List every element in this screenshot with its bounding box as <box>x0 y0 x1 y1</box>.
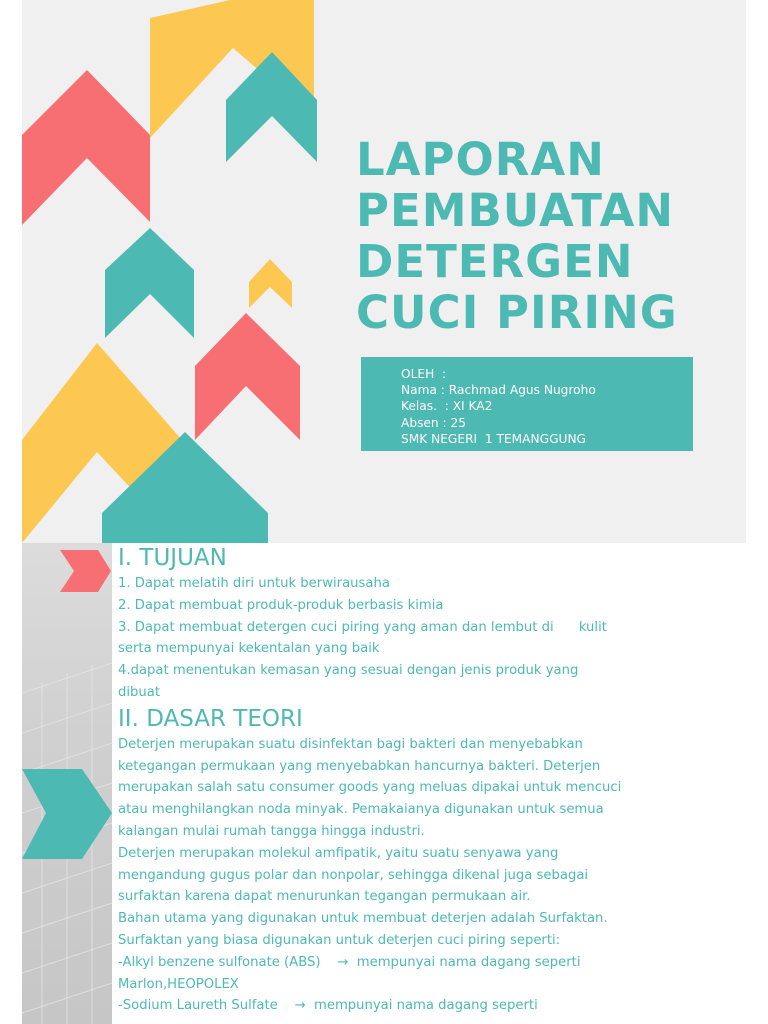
teal-chevron-middle <box>105 228 194 338</box>
author-class: Kelas. : XI KA2 <box>401 399 493 414</box>
cover-section <box>22 0 746 543</box>
author-line: OLEH : <box>401 367 447 381</box>
teori-line: Surfaktan yang biasa digunakan untuk deterjen cuci piring seperti: <box>118 932 561 948</box>
author-name: Nama : Rachmad Agus Nugroho <box>401 383 596 398</box>
tujuan-line: 3. Dapat membuat detergen cuci piring yang aman dan lembut di kulit <box>118 619 607 635</box>
coral-arrow-icon <box>60 550 111 592</box>
teori-line: Deterjen merupakan molekul amfipatik, yaitu suatu senyawa yang <box>118 845 559 861</box>
tujuan-line: 2. Dapat membuat produk-produk berbasis kimia <box>118 597 444 613</box>
teori-line: Bahan utama yang digunakan untuk membuat deterjen adalah Surfaktan. <box>118 911 608 927</box>
tujuan-line: dibuat <box>118 684 161 700</box>
author-number: Absen : 25 <box>401 415 467 430</box>
teori-line: -Alkyl benzene sulfonate (ABS) → mempunyai nama dagang seperti <box>118 954 581 970</box>
report-title <box>356 134 678 338</box>
teori-line: Deterjen merupakan suatu disinfektan bagi bakteri dan menyebabkan <box>118 736 583 752</box>
yellow-chevron-small <box>249 259 292 308</box>
teori-line: kalangan mulai rumah tangga hingga industri. <box>118 823 425 839</box>
chevron-decoration <box>22 0 352 543</box>
building-photo-strip <box>22 543 112 1024</box>
tujuan-line: 4.dapat menentukan kemasan yang sesuai dengan jenis produk yang <box>118 663 579 679</box>
report-body <box>118 543 738 1017</box>
title-line-2: PEMBUATAN <box>356 184 674 237</box>
section-heading-tujuan: I. TUJUAN <box>118 545 227 571</box>
title-line-3: DETERGEN <box>356 235 634 288</box>
author-info-box <box>361 357 693 451</box>
teori-line: merupakan salah satu consumer goods yang meluas dipakai untuk mencuci <box>118 780 622 796</box>
document-page <box>22 0 746 1024</box>
teori-line: Marlon,HEOPOLEX <box>118 976 239 992</box>
tujuan-line: 1. Dapat melatih diri untuk berwirausaha <box>118 576 390 591</box>
teori-line: surfaktan karena dapat menurunkan tegangan permukaan air. <box>118 889 531 905</box>
coral-chevron-left <box>22 70 150 225</box>
section-heading-dasar-teori: II. DASAR TEORI <box>118 705 303 732</box>
author-school: SMK NEGERI 1 TEMANGGUNG <box>401 431 587 446</box>
teori-line: atau menghilangkan noda minyak. Pemakaianya digunakan untuk semua <box>118 802 604 818</box>
teori-line: -Sodium Laureth Sulfate → mempunyai nama dagang seperti <box>118 998 538 1014</box>
teori-line: mengandung gugus polar dan nonpolar, sehingga dikenal juga sebagai <box>118 867 589 883</box>
side-decoration <box>22 543 112 1024</box>
content-section <box>22 543 746 1024</box>
tujuan-line: serta mempunyai kekentalan yang baik <box>118 641 380 657</box>
teori-line: ketegangan permukaan yang menyebabkan hancurnya bakteri. Deterjen <box>118 758 601 774</box>
title-line-1: LAPORAN <box>356 133 605 186</box>
coral-chevron-right <box>195 313 300 440</box>
teal-arrow-icon <box>22 769 112 859</box>
title-line-4: CUCI PIRING <box>356 286 678 339</box>
